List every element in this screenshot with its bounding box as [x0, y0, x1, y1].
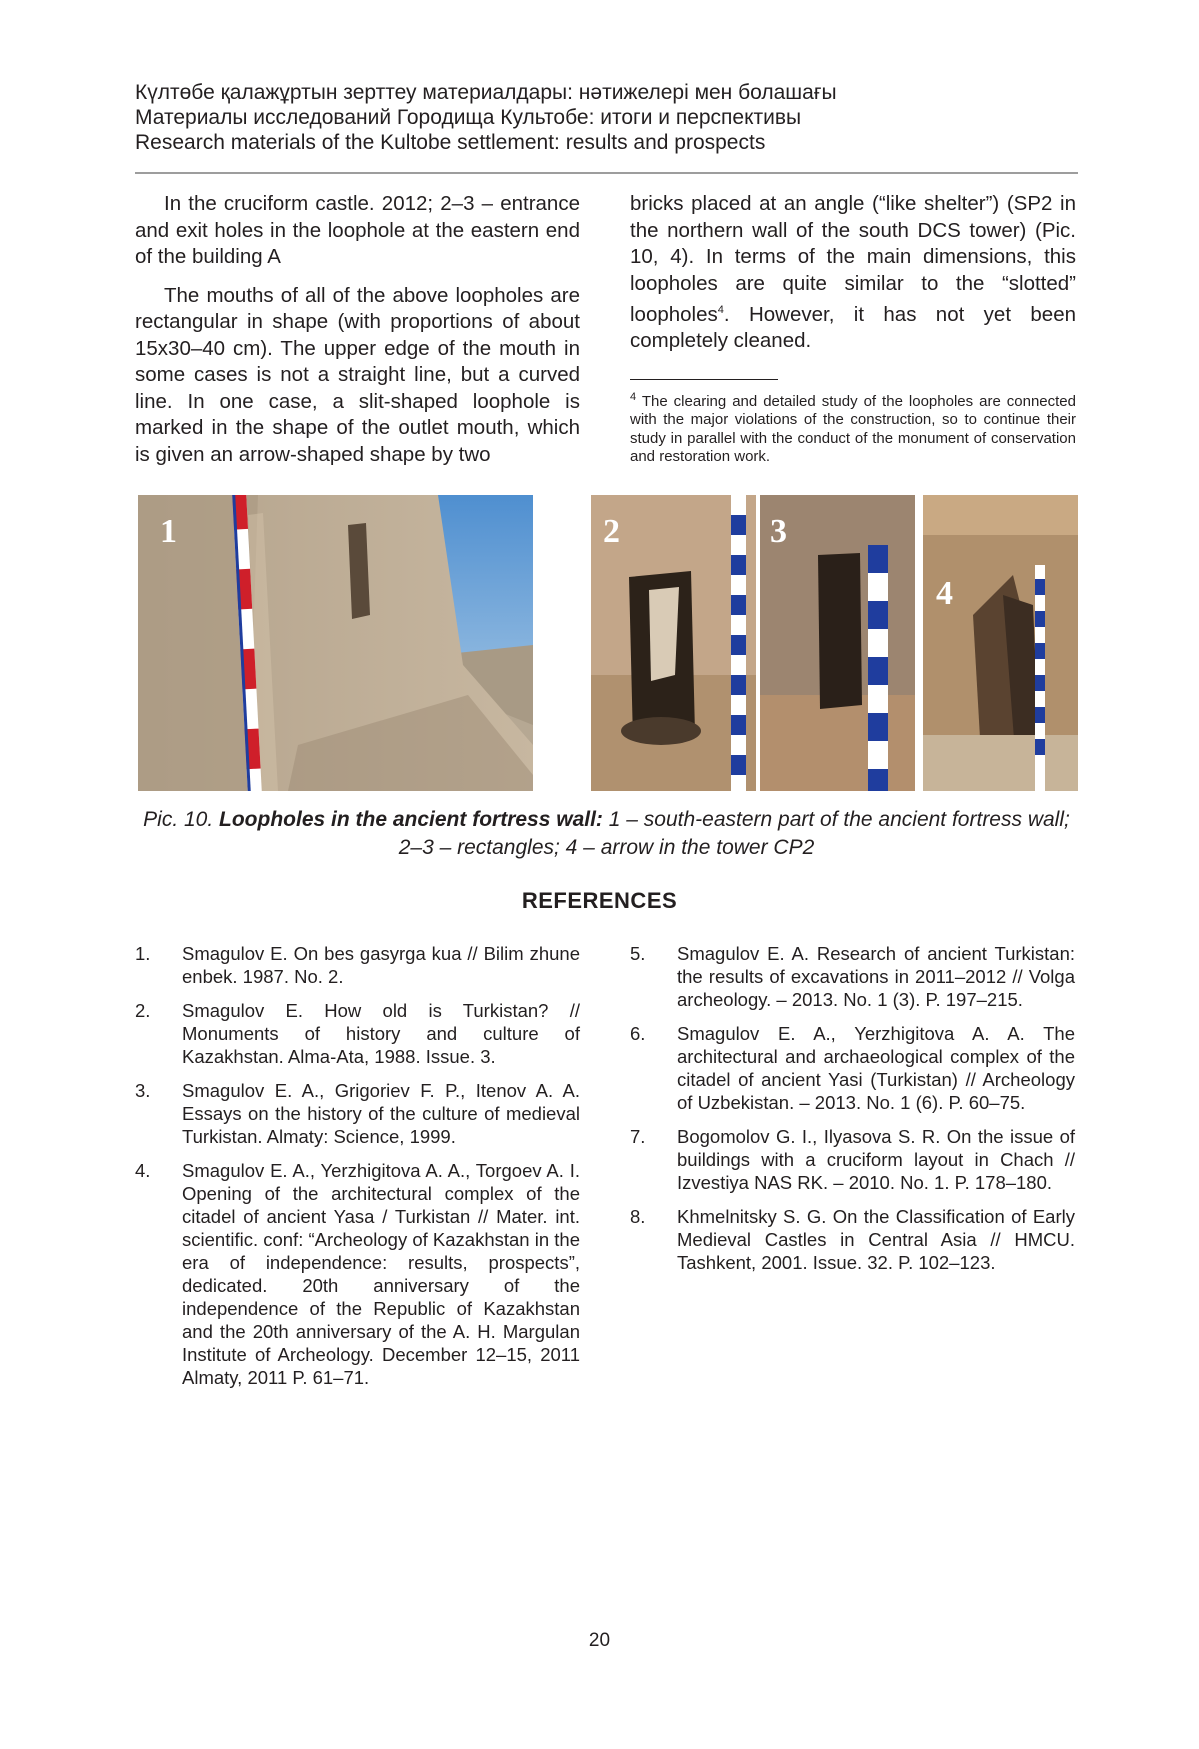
reference-number: 7. [630, 1126, 646, 1147]
reference-number: 8. [630, 1206, 646, 1227]
reference-number: 3. [135, 1080, 151, 1101]
reference-text: Smagulov E. A. Research of ancient Turkistan: the results of excavations in 2011–2012 // Volga archeology. – 2013. No. 1 (3). P. 197–215. [677, 943, 1075, 1010]
reference-item [630, 1022, 1075, 1114]
paragraph-text-a: bricks placed at an angle (“like shelter”) (SP2 in the northern wall of the south DCS tower) (Pic. 10, 4). In terms of the main dimensions, this loopholes are quite similar to the “slotted” loopholes [630, 192, 1076, 326]
reference-text: Smagulov E. How old is Turkistan? // Monuments of history and culture of Kazakhstan. Alma-Ata, 1988. Issue. 3. [182, 1000, 580, 1067]
reference-number: 4. [135, 1160, 151, 1181]
scale-bar [228, 495, 268, 791]
reference-item [630, 1125, 1075, 1194]
header-line-russian: Материалы исследований Городища Культобе: итоги и перспективы [135, 106, 802, 129]
reference-item [630, 942, 1075, 1011]
caption-title: Loopholes in the ancient fortress wall: [219, 808, 603, 831]
photo-4 [923, 495, 1078, 791]
figure-photo-strip [138, 495, 1078, 791]
references-left-column [135, 942, 580, 1400]
reference-item [630, 1205, 1075, 1274]
paragraph: In the cruciform castle. 2012; 2–3 – entrance and exit holes in the loophole at the eastern end of the building A [135, 192, 580, 268]
photo-label-2: 2 [603, 513, 620, 550]
header-line-kazakh: Күлтөбе қалажұртын зерттеу материалдары: нәтижелері мен болашағы [135, 81, 837, 104]
caption-prefix: Pic. 10. [143, 808, 220, 831]
references-right-column [630, 942, 1075, 1285]
reference-text: Smagulov E. A., Grigoriev F. P., Itenov A. A. Essays on the history of the culture of medieval Turkistan. Almaty: Science, 1999. [182, 1080, 580, 1147]
reference-text: Smagulov E. On bes gasyrga kua // Bilim zhune enbek. 1987. No. 2. [182, 943, 580, 987]
reference-item [135, 999, 580, 1068]
figure-caption [135, 806, 1078, 862]
photo-label-4: 4 [936, 575, 953, 612]
photo-3 [760, 495, 915, 791]
photo-2 [591, 495, 756, 791]
reference-text: Smagulov E. A., Yerzhigitova A. A., Torgoev A. I. Opening of the architectural complex of the citadel of ancient Yasa / Turkistan // Mater. int. scientific. conf: “Archeology of Kazakhstan in the era of independence: results, prospects”, dedicated. 20th anniversary of the independence of the Republic of Kazakhstan and the 20th anniversary of the A. H. Margulan Institute of Archeology. December 12–15, 2011 Almaty, 2011 P. 61–71. [182, 1160, 580, 1388]
left-column [135, 191, 580, 480]
reference-item [135, 1159, 580, 1389]
footnote-text: The clearing and detailed study of the loopholes are connected with the major violations of the construction, so to continue their study in parallel with the conduct of the monument of conservation and restoration work. [630, 392, 1076, 466]
reference-item [135, 1079, 580, 1148]
reference-number: 6. [630, 1023, 646, 1044]
photo-label-3: 3 [770, 513, 787, 550]
header-line-english: Research materials of the Kultobe settlement: results and prospects [135, 131, 766, 154]
footnote-rule [630, 379, 778, 380]
header-divider [135, 172, 1078, 174]
reference-number: 1. [135, 943, 151, 964]
reference-number: 5. [630, 943, 646, 964]
footnote-number: 4 [630, 390, 637, 403]
reference-text: Bogomolov G. I., Ilyasova S. R. On the issue of buildings with a cruciform layout in Chach // Izvestiya NAS RK. – 2010. No. 1. P. 178–180. [677, 1126, 1075, 1193]
footnote-marker[interactable]: 4 [717, 304, 724, 316]
right-column [630, 191, 1076, 467]
references-heading: REFERENCES [521, 888, 678, 913]
caption-text: 1 – south-eastern part of the ancient fortress wall; 2–3 – rectangles; 4 – arrow in the tower CP2 [398, 808, 1070, 859]
page-number: 20 [588, 1630, 611, 1651]
photo-1 [138, 495, 533, 791]
reference-number: 2. [135, 1000, 151, 1021]
reference-item [135, 942, 580, 988]
paragraph-text-b: . However, it has not yet been completely cleaned. [630, 302, 1076, 353]
reference-text: Khmelnitsky S. G. On the Classification of Early Medieval Castles in Central Asia // HMCU. Tashkent, 2001. Issue. 32. P. 102–123. [677, 1206, 1075, 1273]
paragraph [630, 191, 1076, 355]
footnote [630, 388, 1076, 467]
paragraph: The mouths of all of the above loopholes are rectangular in shape (with proportions of about 15x30–40 cm). The upper edge of the mouth in some cases is not a straight line, but a curved line. In one case, a slit-shaped loophole is marked in the shape of the outlet mouth, which is given an arrow-shaped shape by two [135, 283, 580, 466]
reference-text: Smagulov E. A., Yerzhigitova A. A. The architectural and archaeological complex of the citadel of ancient Yasi (Turkistan) // Archeology of Uzbekistan. – 2013. No. 1 (6). P. 60–75. [677, 1023, 1075, 1113]
photo-label-1: 1 [160, 513, 177, 550]
running-header [135, 80, 1078, 155]
